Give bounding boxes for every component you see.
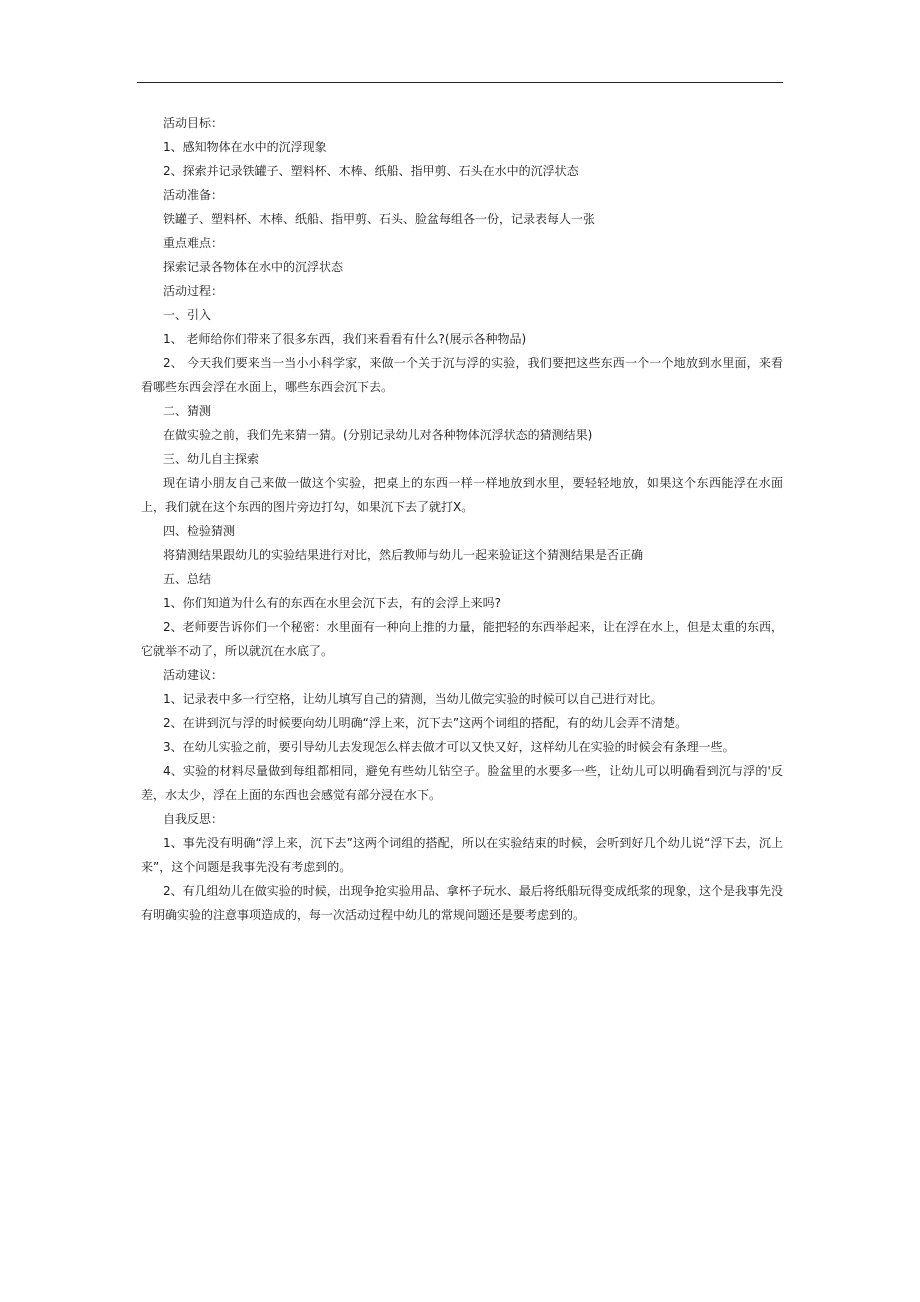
verify-text: 将猜测结果跟幼儿的实验结果进行对比，然后教师与幼儿一起来验证这个猜测结果是否正确	[163, 548, 644, 562]
suggestion-item-4: 4、实验的材料尽量做到每组都相同，避免有些幼儿钻空子。脸盆里的水要多一些，让幼儿可以明确看到沉与浮的'反差，水太少，浮在上面的东西也会感觉有部分浸在水下。	[141, 764, 783, 802]
key-points-text: 探索记录各物体在水中的沉浮状态	[163, 260, 344, 274]
section-verify: 四、检验猜测	[163, 524, 236, 538]
heading-key-points: 重点难点：	[163, 236, 224, 250]
heading-reflection: 自我反思：	[163, 812, 224, 826]
suggestion-item-3: 3、在幼儿实验之前，要引导幼儿去发现怎么样去做才可以又快又好，这样幼儿在实验的时候会有条理一些。	[163, 740, 735, 754]
heading-preparation: 活动准备：	[163, 188, 224, 202]
intro-item-1: 1、 老师给你们带来了很多东西，我们来看看有什么?(展示各种物品)	[163, 332, 527, 346]
reflection-item-1: 1、事先没有明确“浮上来，沉下去”这两个词组的搭配，所以在实验结束的时候，会听到好几个幼儿说“浮下去，沉上来”，这个问题是我事先没有考虑到的。	[141, 836, 783, 874]
heading-process: 活动过程：	[163, 284, 224, 298]
heading-goals: 活动目标：	[163, 116, 224, 130]
suggestion-item-1: 1、记录表中多一行空格，让幼儿填写自己的猜测，当幼儿做完实验的时候可以自己进行对比。	[163, 692, 663, 706]
preparation-text: 铁罐子、塑料杯、木棒、纸船、指甲剪、石头、脸盆每组各一份，记录表每人一张	[163, 212, 596, 226]
section-explore: 三、幼儿自主探索	[163, 452, 260, 466]
guess-text: 在做实验之前，我们先来猜一猜。(分别记录幼儿对各种物体沉浮状态的猜测结果)	[163, 428, 593, 442]
summary-item-1: 1、你们知道为什么有的东西在水里会沉下去，有的会浮上来吗?	[163, 596, 502, 610]
explore-text: 现在请小朋友自己来做一做这个实验，把桌上的东西一样一样地放到水里，要轻轻地放，如果这个东西能浮在水面上，我们就在这个东西的图片旁边打勾，如果沉下去了就打X。	[141, 476, 783, 514]
summary-item-2: 2、老师要告诉你们一个秘密：水里面有一种向上推的力量，能把轻的东西举起来，让在浮在水上，但是太重的东西，它就举不动了，所以就沉在水底了。	[141, 620, 783, 658]
heading-suggestions: 活动建议：	[163, 668, 224, 682]
goal-item-1: 1、感知物体在水中的沉浮现象	[163, 140, 327, 154]
goal-item-2: 2、探索并记录铁罐子、塑料杯、木棒、纸船、指甲剪、石头在水中的沉浮状态	[163, 164, 579, 178]
section-summary: 五、总结	[163, 572, 212, 586]
header-rule	[137, 82, 783, 83]
suggestion-item-2: 2、在讲到沉与浮的时候要向幼儿明确“浮上来，沉下去”这两个词组的搭配，有的幼儿会弄不清楚。	[163, 716, 688, 730]
section-guess: 二、猜测	[163, 404, 212, 418]
intro-item-2: 2、 今天我们要来当一当小小科学家，来做一个关于沉与浮的实验，我们要把这些东西一个一个地放到水里面，来看看哪些东西会浮在水面上，哪些东西会沉下去。	[141, 356, 783, 394]
section-intro: 一、引入	[163, 308, 212, 322]
reflection-item-2: 2、有几组幼儿在做实验的时候，出现争抢实验用品、拿杯子玩水、最后将纸船玩得变成纸浆的现象，这个是我事先没有明确实验的注意事项造成的，每一次活动过程中幼儿的常规问题还是要考虑到的。	[141, 884, 783, 922]
document-body	[141, 111, 783, 927]
